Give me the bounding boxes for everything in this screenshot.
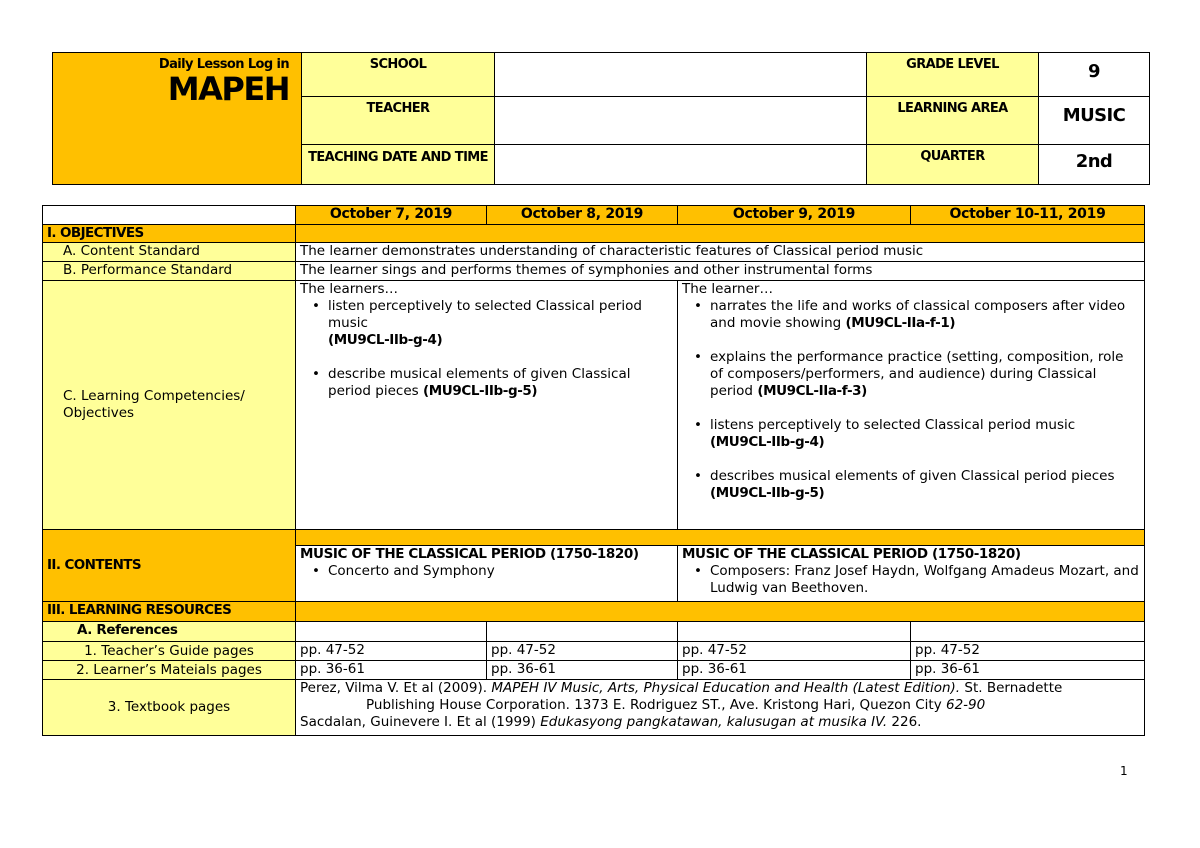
competency-text: describes musical elements of given Classical period pieces [710,468,1115,484]
tg-cell-4: pp. 47-52 [911,642,1145,661]
teacher-field[interactable] [495,97,867,145]
daily-lesson-log-label: Daily Lesson Log in [158,57,289,72]
citation-title: Edukasyong pangkatawan, kalusugan at musika IV. [540,714,888,730]
tg-cell-2: pp. 47-52 [487,642,678,661]
list-item [710,417,1140,451]
performance-standard-label: B. Performance Standard [43,262,296,281]
list-item [710,468,1140,502]
textbook-label: 3. Textbook pages [43,680,296,736]
learning-area-value: MUSIC [1039,97,1150,145]
contents-left-heading: MUSIC OF THE CLASSICAL PERIOD (1750-1820) [300,546,639,562]
contents-left [296,546,678,602]
citation-author: Perez, Vilma V. Et al (2009). [300,680,492,696]
competency-text: listens perceptively to selected Classical period music [710,417,1076,433]
teaching-date-field[interactable] [495,145,867,185]
competency-code: (MU9CL-IIb-g-4) [710,434,825,450]
competency-text: explains the performance practice (setting, composition, role of composers/performers, and audience) during Classical period [710,349,1124,399]
subject-title: MAPEH [167,70,289,108]
lm-cell-3: pp. 36-61 [678,661,911,680]
competencies-label [43,281,296,530]
citation-address: Publishing House Corporation. 1373 E. Rodriguez ST., Ave. Kristong Hari, Quezon City [366,697,946,713]
quarter-value: 2nd [1039,145,1150,185]
contents-left-list [300,563,673,580]
competencies-right [678,281,1145,530]
list-item [710,298,1140,332]
references-cell-3 [678,622,911,642]
contents-band [296,530,1145,546]
references-cell-4 [911,622,1145,642]
competency-code: (MU9CL-IIb-g-5) [422,383,538,399]
content-standard-label: A. Content Standard [43,243,296,262]
left-competency-list [300,298,673,400]
competency-text: describe musical elements of given Classical period pieces [328,366,631,399]
competency-text: narrates the life and works of classical composers after video and movie showing [710,298,1126,331]
title-block [53,53,302,185]
right-intro: The learner… [682,281,773,297]
competencies-label-text: C. Learning Competencies/ Objectives [63,388,245,421]
teaching-date-label: TEACHING DATE AND TIME [302,145,495,185]
date-header-2: October 8, 2019 [487,206,678,225]
contents-right [678,546,1145,602]
learning-area-label: LEARNING AREA [867,97,1039,145]
citation-line-2 [300,697,1140,714]
lm-cell-1: pp. 36-61 [296,661,487,680]
competency-code: (MU9CL-IIb-g-5) [710,485,825,501]
references-label: A. References [43,622,296,642]
teacher-label: TEACHER [302,97,495,145]
list-item: • Composers: Franz Josef Haydn, Wolfgang Amadeus Mozart, and Ludwig van Beethoven. [710,563,1140,597]
list-item [328,366,673,400]
left-intro: The learners… [300,281,398,297]
textbook-citations [296,680,1145,736]
school-label: SCHOOL [302,53,495,97]
contents-right-list [682,563,1140,597]
date-header-3: October 9, 2019 [678,206,911,225]
competency-text: listen perceptively to selected Classical period music [328,298,642,331]
header-table [52,52,1150,185]
citation-line-3 [300,714,1140,731]
lm-cell-4: pp. 36-61 [911,661,1145,680]
competency-code: (MU9CL-IIb-g-4) [328,332,443,348]
list-item [710,349,1140,400]
school-field[interactable] [495,53,867,97]
citation-publisher: St. Bernadette [960,680,1063,696]
list-item [328,298,673,349]
citation-title: MAPEH IV Music, Arts, Physical Education and Health (Latest Edition). [491,680,961,696]
competency-code: (MU9CL-IIa-f-3) [757,383,867,399]
page-number: 1 [1120,764,1128,778]
references-cell-2 [487,622,678,642]
objectives-heading: I. OBJECTIVES [43,225,296,243]
teachers-guide-label: 1. Teacher’s Guide pages [43,642,296,661]
content-standard-text: The learner demonstrates understanding of characteristic features of Classical period music [296,243,1145,262]
resources-band [296,602,1145,622]
tg-cell-1: pp. 47-52 [296,642,487,661]
date-header-1: October 7, 2019 [296,206,487,225]
corner-cell [43,206,296,225]
grade-level-label: GRADE LEVEL [867,53,1039,97]
lm-cell-2: pp. 36-61 [487,661,678,680]
learners-materials-label: 2. Learner’s Mateials pages [43,661,296,680]
contents-heading: II. CONTENTS [43,530,296,602]
lesson-table [42,205,1145,736]
grade-level-value: 9 [1039,53,1150,97]
quarter-label: QUARTER [867,145,1039,185]
objectives-band [296,225,1145,243]
performance-standard-text: The learner sings and performs themes of symphonies and other instrumental forms [296,262,1145,281]
resources-heading: III. LEARNING RESOURCES [43,602,296,622]
list-item: • Concerto and Symphony [328,563,673,580]
tg-cell-3: pp. 47-52 [678,642,911,661]
date-header-4: October 10-11, 2019 [911,206,1145,225]
contents-right-heading: MUSIC OF THE CLASSICAL PERIOD (1750-1820) [682,546,1021,562]
right-competency-list [682,298,1140,502]
citation-pages: 226. [887,714,922,730]
citation-pages: 62-90 [946,697,986,713]
citation-line-1 [300,680,1140,697]
citation-author: Sacdalan, Guinevere I. Et al (1999) [300,714,541,730]
references-cell-1 [296,622,487,642]
competencies-left [296,281,678,530]
competency-code: (MU9CL-IIa-f-1) [845,315,956,331]
